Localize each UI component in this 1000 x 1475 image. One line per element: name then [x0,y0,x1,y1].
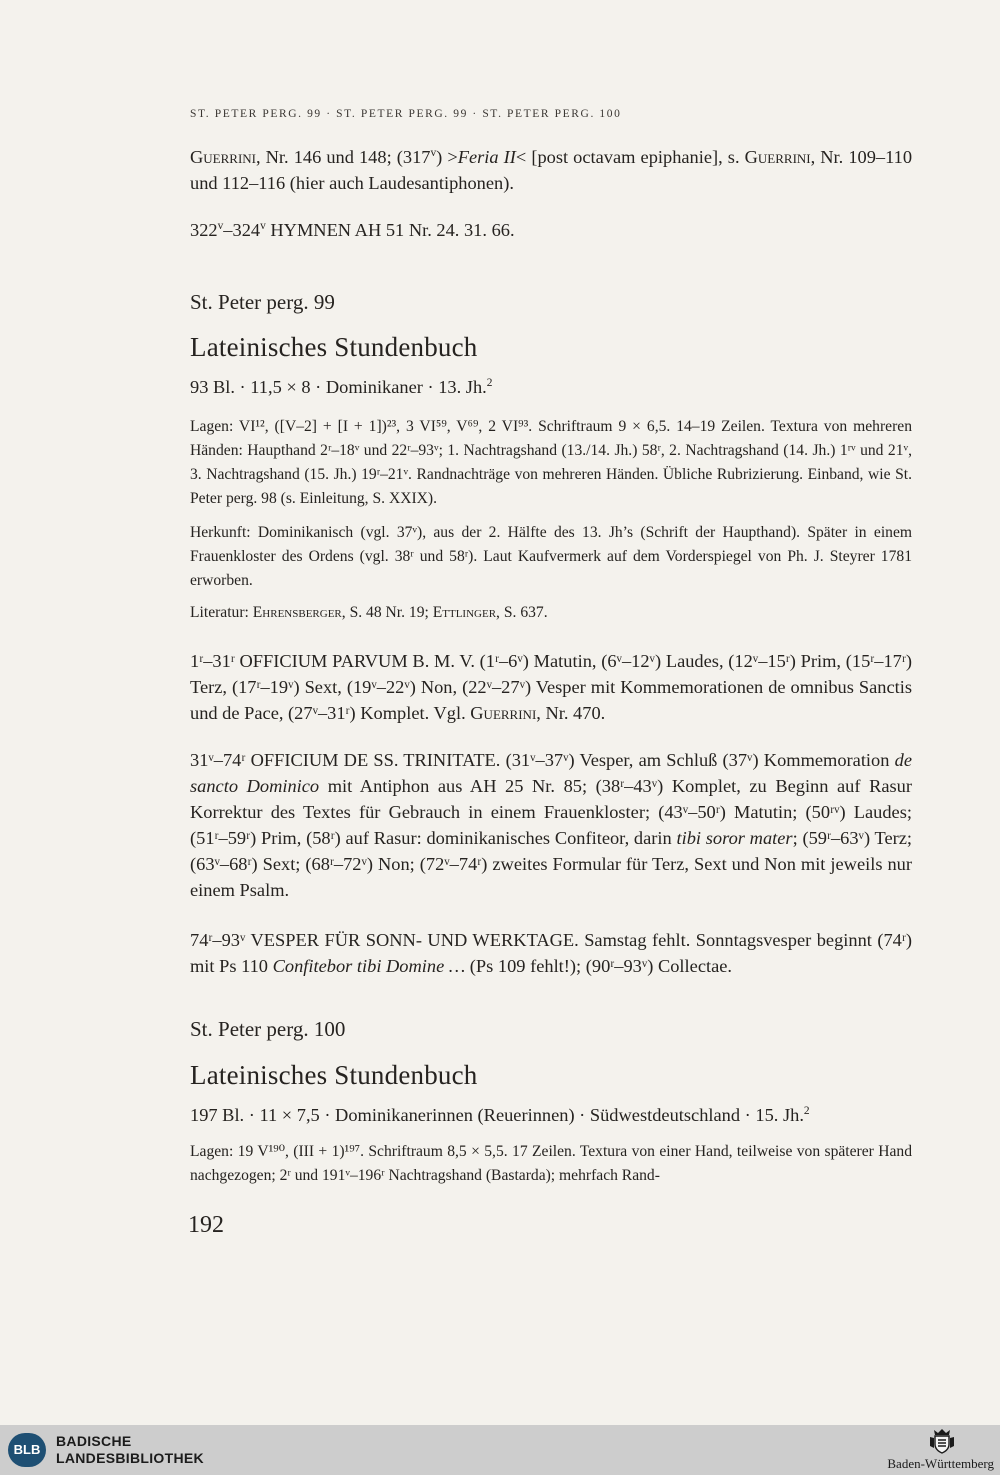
entry99-officium-trinitate: 31ᵛ–74ʳ OFFICIUM DE SS. TRINITATE. (31ᵛ–37ᵛ) Vesper, am Schluß (37ᵛ) Kommemoration de sancto Dominico mit Antiphon aus AH 25 Nr. 85; (38ʳ–43ᵛ) Komplet, zu Beginn auf Rasur Korrektur des Textes für Gebrauch in einem Frauenkloster; (43ᵛ–50ʳ) Matutin; (50ʳᵛ) Laudes; (51ʳ–59ʳ) Prim, (58ʳ) auf Rasur: dominikanisches Confiteor, darin tibi soror mater; (59ʳ–63ᵛ) Terz; (63ᵛ–68ʳ) Sext; (68ʳ–72ᵛ) Non; (72ᵛ–74ʳ) zweites Formular für Terz, Sext und Non mit jeweils nur einem Psalm. [190,750,913,900]
entry99-meta: 93 Bl. · 11,5 × 8 · Dominikaner · 13. Jh.$^2$ [190,376,493,397]
running-head: ST. PETER PERG. 99 · ST. PETER PERG. 99 · ST. PETER PERG. 100 [190,108,622,120]
hymnen-paragraph: 322$^v$–324$^v$ HYMNEN AH 51 Nr. 24. 31. 66. [190,219,515,240]
entry100-lagen: Lagen: 19 V¹⁹⁰, (III + 1)¹⁹⁷. Schriftraum 8,5 × 5,5. 17 Zeilen. Textura von einer Hand, teilweise von späterer Hand nachgezogen; 2ʳ und 191ᵛ–196ʳ Nachtragshand (Bastarda); mehrfach Rand- [190,1143,912,1184]
state-name[interactable]: Baden-Württemberg [887,1456,994,1471]
blb-logo-icon[interactable]: BLB [8,1433,46,1467]
footer-bar [0,1425,1000,1475]
entry99-signature: St. Peter perg. 99 [190,290,335,314]
entry100-signature: St. Peter perg. 100 [190,1017,346,1041]
entry99-vesper: 74ʳ–93ᵛ VESPER FÜR SONN- UND WERKTAGE. Samstag fehlt. Sonntagsvesper beginnt (74ʳ) mit Ps 110 Confitebor tibi Domine … (Ps 109 fehlt!); (90ʳ–93ᵛ) Collectae. [190,930,912,976]
library-name-line1: BADISCHE [56,1433,132,1449]
library-name[interactable] [56,1433,204,1467]
entry99-lagen: Lagen: VI¹², ([V–2] + [I + 1])²³, 3 VI⁵⁹, V⁶⁹, 2 VI⁹³. Schriftraum 9 × 6,5. 14–19 Zeilen. Textura von mehreren Händen: Haupthand 2ʳ–18ᵛ und 22ʳ–93ᵛ; 1. Nachtragshand (13./14. Jh.) 58ʳ, 2. Nachtragshand (14. Jh.) 1ʳᵛ und 21ᵛ, 3. Nachtragshand (15. Jh.) 19ʳ–21ᵛ. Randnachträge von mehreren Händen. Übliche Rubrizierung. Einband, wie St. Peter perg. 98 (s. Einleitung, S. XXIX). [190,418,912,507]
entry99-literatur: Literatur: Ehrensberger, S. 48 Nr. 19; Ettlinger, S. 637. [190,604,548,621]
entry99-title: Lateinisches Stundenbuch [190,332,478,362]
coat-of-arms-icon [928,1428,956,1454]
continued-paragraph: Guerrini, Nr. 146 und 148; $(317^v)$ >Feria II< [post octavam epiphanie], s. Guerrini, Nr. 109–110 und 112–116 (hier auch Laudesantiphonen). [190,146,913,193]
library-name-line2: LANDESBIBLIOTHEK [56,1450,204,1466]
entry100-meta: 197 Bl. · 11 × 7,5 · Dominikanerinnen (Reuerinnen) · Südwestdeutschland · 15. Jh.$^2$ [190,1104,810,1125]
entry99-officium-parvum: 1ʳ–31ʳ OFFICIUM PARVUM B. M. V. (1ʳ–6ᵛ) Matutin, (6ᵛ–12ᵛ) Laudes, (12ᵛ–15ʳ) Prim, (15ʳ–17ʳ) Terz, (17ʳ–19ᵛ) Sext, (19ᵛ–22ᵛ) Non, (22ᵛ–27ᵛ) Vesper mit Kommemorationen de omnibus Sanctis und de Pace, (27ᵛ–31ʳ) Komplet. Vgl. Guerrini, Nr. 470. [190,651,912,723]
page-number: 192 [188,1212,224,1238]
entry99-herkunft: Herkunft: Dominikanisch (vgl. 37ᵛ), aus der 2. Hälfte des 13. Jh’s (Schrift der Haupthand). Später in einem Frauenkloster des Ordens (vgl. 38ʳ und 58ʳ). Laut Kaufvermerk auf dem Vorderspiegel von Ph. J. Steyrer 1781 erworben. [190,524,912,589]
entry100-title: Lateinisches Stundenbuch [190,1060,478,1090]
